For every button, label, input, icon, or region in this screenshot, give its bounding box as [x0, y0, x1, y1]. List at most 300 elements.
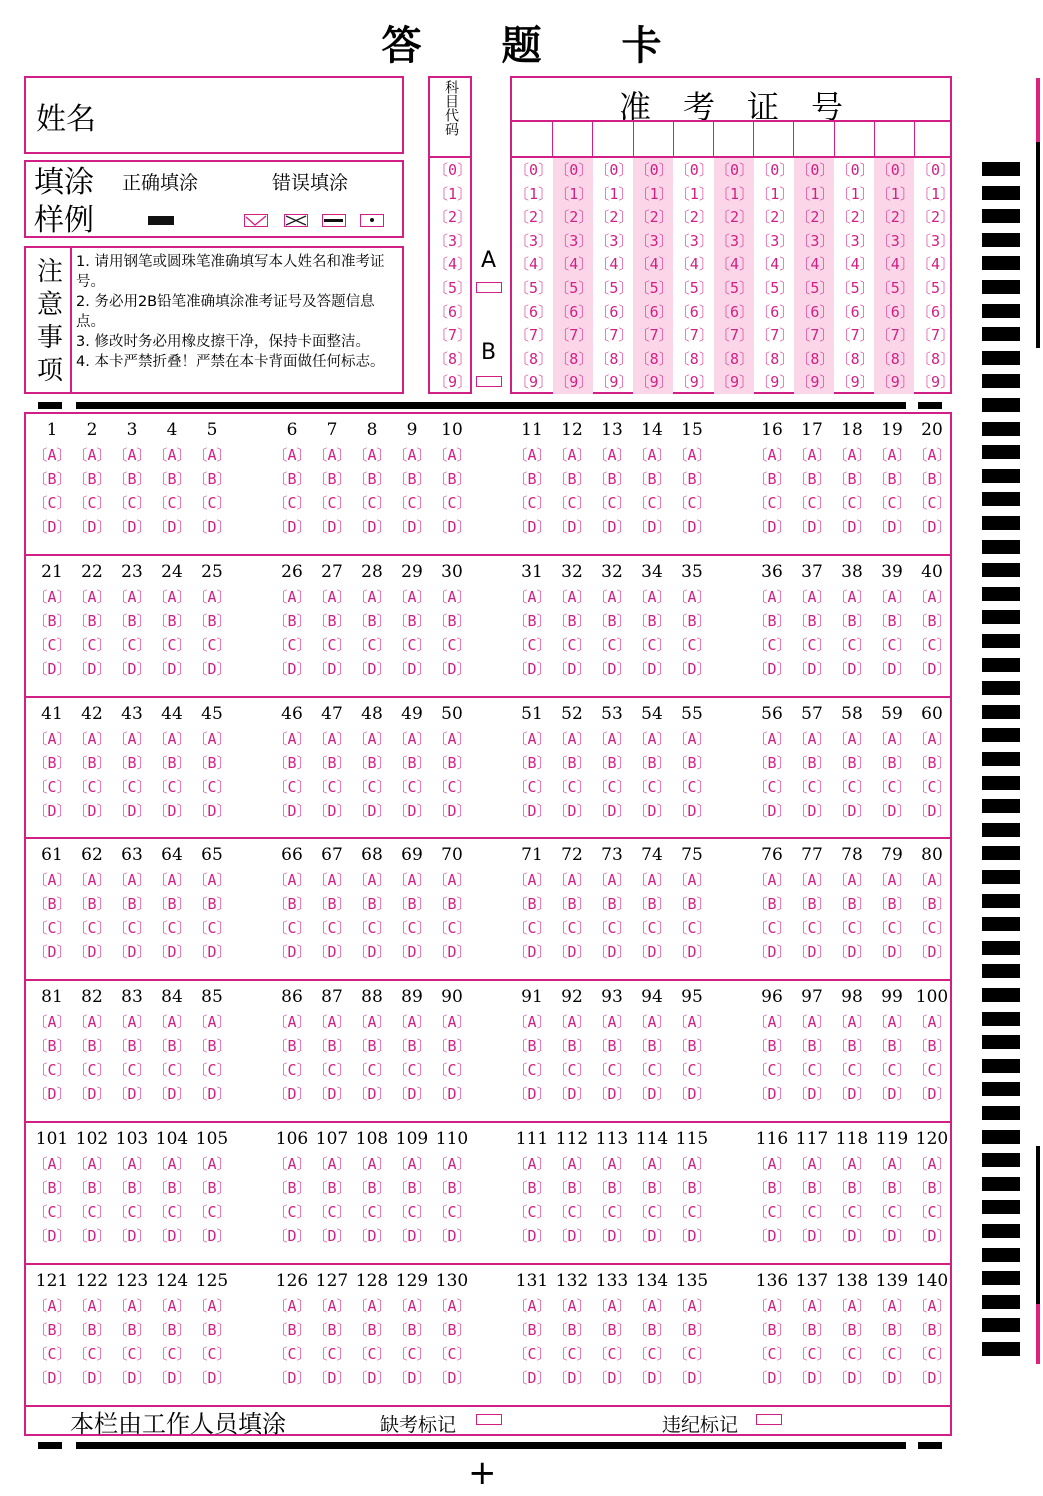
answer-option-bubble[interactable]: 〔C〕	[872, 1203, 912, 1221]
answer-option-bubble[interactable]: 〔B〕	[32, 1037, 72, 1056]
answer-option-bubble[interactable]: 〔B〕	[72, 470, 112, 488]
answer-option-bubble[interactable]: 〔A〕	[272, 1296, 312, 1315]
answer-option-bubble[interactable]: 〔D〕	[592, 518, 632, 536]
answer-option-bubble[interactable]: 〔D〕	[632, 1085, 672, 1104]
answer-option-bubble[interactable]: 〔A〕	[32, 871, 72, 890]
exam-digit-bubble[interactable]: 〔7〕	[554, 326, 594, 345]
answer-option-bubble[interactable]: 〔A〕	[352, 587, 392, 606]
answer-option-bubble[interactable]: 〔A〕	[72, 1296, 112, 1315]
answer-option-bubble[interactable]: 〔D〕	[512, 801, 552, 820]
answer-option-bubble[interactable]: 〔A〕	[912, 587, 952, 606]
answer-option-bubble[interactable]: 〔A〕	[832, 587, 872, 606]
answer-option-bubble[interactable]: 〔D〕	[112, 1368, 152, 1387]
answer-option-bubble[interactable]: 〔A〕	[912, 446, 952, 464]
answer-option-bubble[interactable]: 〔D〕	[272, 518, 312, 536]
answer-option-bubble[interactable]: 〔B〕	[392, 1179, 432, 1197]
answer-option-bubble[interactable]: 〔A〕	[352, 871, 392, 890]
subject-digit-bubble[interactable]: 〔1〕	[433, 184, 473, 203]
answer-option-bubble[interactable]: 〔A〕	[272, 1013, 312, 1032]
exam-digit-bubble[interactable]: 〔4〕	[916, 255, 956, 274]
exam-digit-bubble[interactable]: 〔7〕	[835, 326, 875, 345]
answer-option-bubble[interactable]: 〔D〕	[672, 943, 712, 962]
exam-digit-bubble[interactable]: 〔3〕	[594, 231, 634, 250]
answer-option-bubble[interactable]: 〔B〕	[192, 1320, 232, 1339]
answer-option-bubble[interactable]: 〔C〕	[352, 494, 392, 512]
exam-digit-bubble[interactable]: 〔3〕	[916, 231, 956, 250]
answer-option-bubble[interactable]: 〔D〕	[152, 659, 192, 678]
answer-option-bubble[interactable]: 〔D〕	[912, 1227, 952, 1245]
answer-option-bubble[interactable]: 〔C〕	[832, 777, 872, 796]
answer-option-bubble[interactable]: 〔B〕	[432, 753, 472, 772]
answer-option-bubble[interactable]: 〔C〕	[432, 494, 472, 512]
answer-option-bubble[interactable]: 〔A〕	[72, 1155, 112, 1173]
answer-option-bubble[interactable]: 〔D〕	[272, 1085, 312, 1104]
answer-option-bubble[interactable]: 〔C〕	[552, 1344, 592, 1363]
answer-option-bubble[interactable]: 〔C〕	[392, 919, 432, 938]
answer-option-bubble[interactable]: 〔C〕	[192, 1061, 232, 1080]
answer-option-bubble[interactable]: 〔D〕	[312, 1368, 352, 1387]
answer-option-bubble[interactable]: 〔C〕	[432, 777, 472, 796]
absent-mark-bubble[interactable]	[476, 1414, 502, 1425]
answer-option-bubble[interactable]: 〔B〕	[592, 753, 632, 772]
subject-digit-bubble[interactable]: 〔7〕	[433, 326, 473, 345]
answer-option-bubble[interactable]: 〔D〕	[392, 1085, 432, 1104]
exam-digit-bubble[interactable]: 〔1〕	[755, 184, 795, 203]
exam-digit-bubble[interactable]: 〔8〕	[835, 349, 875, 368]
answer-option-bubble[interactable]: 〔B〕	[872, 470, 912, 488]
exam-digit-bubble[interactable]: 〔8〕	[916, 349, 956, 368]
answer-option-bubble[interactable]: 〔B〕	[192, 1037, 232, 1056]
exam-digit-bubble[interactable]: 〔3〕	[554, 231, 594, 250]
answer-option-bubble[interactable]: 〔B〕	[672, 470, 712, 488]
exam-digit-bubble[interactable]: 〔2〕	[875, 208, 915, 227]
answer-option-bubble[interactable]: 〔B〕	[152, 1320, 192, 1339]
answer-option-bubble[interactable]: 〔C〕	[152, 494, 192, 512]
answer-option-bubble[interactable]: 〔B〕	[672, 895, 712, 914]
answer-option-bubble[interactable]: 〔A〕	[792, 446, 832, 464]
answer-option-bubble[interactable]: 〔B〕	[152, 470, 192, 488]
answer-option-bubble[interactable]: 〔C〕	[32, 494, 72, 512]
answer-option-bubble[interactable]: 〔C〕	[552, 919, 592, 938]
answer-option-bubble[interactable]: 〔D〕	[632, 943, 672, 962]
answer-option-bubble[interactable]: 〔A〕	[872, 1155, 912, 1173]
answer-option-bubble[interactable]: 〔A〕	[632, 1296, 672, 1315]
answer-option-bubble[interactable]: 〔C〕	[72, 1344, 112, 1363]
answer-option-bubble[interactable]: 〔D〕	[112, 659, 152, 678]
answer-option-bubble[interactable]: 〔A〕	[632, 1013, 672, 1032]
answer-option-bubble[interactable]: 〔D〕	[72, 943, 112, 962]
answer-option-bubble[interactable]: 〔D〕	[432, 659, 472, 678]
answer-option-bubble[interactable]: 〔A〕	[352, 1013, 392, 1032]
answer-option-bubble[interactable]: 〔C〕	[752, 1061, 792, 1080]
answer-option-bubble[interactable]: 〔A〕	[72, 871, 112, 890]
answer-option-bubble[interactable]: 〔C〕	[352, 919, 392, 938]
exam-digit-bubble[interactable]: 〔2〕	[554, 208, 594, 227]
answer-option-bubble[interactable]: 〔A〕	[512, 446, 552, 464]
answer-option-bubble[interactable]: 〔D〕	[112, 1085, 152, 1104]
answer-option-bubble[interactable]: 〔C〕	[112, 777, 152, 796]
answer-option-bubble[interactable]: 〔B〕	[632, 611, 672, 630]
answer-option-bubble[interactable]: 〔D〕	[112, 943, 152, 962]
answer-option-bubble[interactable]: 〔D〕	[912, 659, 952, 678]
subject-digit-bubble[interactable]: 〔3〕	[433, 231, 473, 250]
exam-digit-bubble[interactable]: 〔5〕	[554, 279, 594, 297]
exam-digit-bubble[interactable]: 〔4〕	[554, 255, 594, 274]
answer-option-bubble[interactable]: 〔B〕	[152, 611, 192, 630]
answer-option-bubble[interactable]: 〔D〕	[632, 659, 672, 678]
answer-option-bubble[interactable]: 〔C〕	[792, 919, 832, 938]
exam-digit-bubble[interactable]: 〔2〕	[795, 208, 835, 227]
answer-option-bubble[interactable]: 〔D〕	[792, 1368, 832, 1387]
answer-option-bubble[interactable]: 〔C〕	[392, 1344, 432, 1363]
answer-option-bubble[interactable]: 〔A〕	[672, 729, 712, 748]
answer-option-bubble[interactable]: 〔C〕	[432, 1061, 472, 1080]
answer-option-bubble[interactable]: 〔B〕	[792, 611, 832, 630]
answer-option-bubble[interactable]: 〔D〕	[672, 801, 712, 820]
answer-option-bubble[interactable]: 〔C〕	[872, 777, 912, 796]
answer-option-bubble[interactable]: 〔D〕	[192, 1368, 232, 1387]
answer-option-bubble[interactable]: 〔B〕	[512, 611, 552, 630]
answer-option-bubble[interactable]: 〔C〕	[832, 635, 872, 654]
answer-option-bubble[interactable]: 〔C〕	[352, 635, 392, 654]
answer-option-bubble[interactable]: 〔D〕	[552, 659, 592, 678]
answer-option-bubble[interactable]: 〔D〕	[912, 801, 952, 820]
answer-option-bubble[interactable]: 〔D〕	[152, 518, 192, 536]
exam-digit-bubble[interactable]: 〔6〕	[916, 302, 956, 321]
answer-option-bubble[interactable]: 〔B〕	[792, 1320, 832, 1339]
paper-type-a-bubble[interactable]	[476, 282, 502, 293]
answer-option-bubble[interactable]: 〔A〕	[632, 871, 672, 890]
answer-option-bubble[interactable]: 〔D〕	[272, 659, 312, 678]
answer-option-bubble[interactable]: 〔B〕	[312, 753, 352, 772]
answer-option-bubble[interactable]: 〔A〕	[792, 871, 832, 890]
answer-option-bubble[interactable]: 〔D〕	[192, 801, 232, 820]
answer-option-bubble[interactable]: 〔A〕	[432, 1013, 472, 1032]
answer-option-bubble[interactable]: 〔A〕	[192, 587, 232, 606]
answer-option-bubble[interactable]: 〔D〕	[512, 1227, 552, 1245]
exam-digit-bubble[interactable]: 〔8〕	[875, 349, 915, 368]
answer-option-bubble[interactable]: 〔C〕	[632, 777, 672, 796]
answer-option-bubble[interactable]: 〔D〕	[192, 1085, 232, 1104]
answer-option-bubble[interactable]: 〔D〕	[752, 801, 792, 820]
subject-digit-bubble[interactable]: 〔5〕	[433, 279, 473, 297]
answer-option-bubble[interactable]: 〔B〕	[752, 1037, 792, 1056]
exam-digit-bubble[interactable]: 〔7〕	[674, 326, 714, 345]
exam-digit-bubble[interactable]: 〔8〕	[514, 349, 554, 368]
exam-digit-bubble[interactable]: 〔6〕	[634, 302, 674, 321]
answer-option-bubble[interactable]: 〔A〕	[672, 1296, 712, 1315]
exam-digit-bubble[interactable]: 〔2〕	[634, 208, 674, 227]
answer-option-bubble[interactable]: 〔B〕	[352, 1179, 392, 1197]
answer-option-bubble[interactable]: 〔A〕	[192, 729, 232, 748]
answer-option-bubble[interactable]: 〔B〕	[72, 1320, 112, 1339]
answer-option-bubble[interactable]: 〔B〕	[912, 1179, 952, 1197]
answer-option-bubble[interactable]: 〔B〕	[192, 895, 232, 914]
exam-digit-bubble[interactable]: 〔6〕	[835, 302, 875, 321]
exam-digit-bubble[interactable]: 〔2〕	[916, 208, 956, 227]
answer-option-bubble[interactable]: 〔C〕	[872, 494, 912, 512]
answer-option-bubble[interactable]: 〔B〕	[112, 611, 152, 630]
exam-digit-bubble[interactable]: 〔6〕	[755, 302, 795, 321]
answer-option-bubble[interactable]: 〔B〕	[72, 1179, 112, 1197]
answer-option-bubble[interactable]: 〔B〕	[192, 470, 232, 488]
exam-digit-bubble[interactable]: 〔2〕	[715, 208, 755, 227]
answer-option-bubble[interactable]: 〔D〕	[832, 1227, 872, 1245]
answer-option-bubble[interactable]: 〔C〕	[312, 1344, 352, 1363]
answer-option-bubble[interactable]: 〔D〕	[752, 1227, 792, 1245]
answer-option-bubble[interactable]: 〔A〕	[152, 1296, 192, 1315]
answer-option-bubble[interactable]: 〔B〕	[432, 1037, 472, 1056]
answer-option-bubble[interactable]: 〔D〕	[512, 659, 552, 678]
answer-option-bubble[interactable]: 〔A〕	[872, 1013, 912, 1032]
answer-option-bubble[interactable]: 〔B〕	[792, 753, 832, 772]
answer-option-bubble[interactable]: 〔A〕	[632, 729, 672, 748]
exam-digit-bubble[interactable]: 〔4〕	[755, 255, 795, 274]
exam-digit-bubble[interactable]: 〔9〕	[674, 373, 714, 392]
answer-option-bubble[interactable]: 〔C〕	[112, 1344, 152, 1363]
answer-option-bubble[interactable]: 〔D〕	[872, 1227, 912, 1245]
answer-option-bubble[interactable]: 〔A〕	[192, 1296, 232, 1315]
exam-digit-bubble[interactable]: 〔9〕	[875, 373, 915, 392]
exam-digit-bubble[interactable]: 〔8〕	[674, 349, 714, 368]
answer-option-bubble[interactable]: 〔D〕	[72, 518, 112, 536]
answer-option-bubble[interactable]: 〔A〕	[632, 1155, 672, 1173]
exam-digit-bubble[interactable]: 〔3〕	[875, 231, 915, 250]
answer-option-bubble[interactable]: 〔C〕	[392, 635, 432, 654]
answer-option-bubble[interactable]: 〔C〕	[832, 1344, 872, 1363]
answer-option-bubble[interactable]: 〔B〕	[392, 470, 432, 488]
exam-digit-bubble[interactable]: 〔8〕	[554, 349, 594, 368]
answer-option-bubble[interactable]: 〔C〕	[72, 635, 112, 654]
exam-digit-bubble[interactable]: 〔0〕	[634, 161, 674, 179]
answer-option-bubble[interactable]: 〔A〕	[632, 446, 672, 464]
answer-option-bubble[interactable]: 〔B〕	[552, 895, 592, 914]
answer-option-bubble[interactable]: 〔D〕	[392, 943, 432, 962]
answer-option-bubble[interactable]: 〔D〕	[152, 1227, 192, 1245]
answer-option-bubble[interactable]: 〔B〕	[552, 611, 592, 630]
answer-option-bubble[interactable]: 〔A〕	[832, 1013, 872, 1032]
answer-option-bubble[interactable]: 〔C〕	[32, 919, 72, 938]
answer-option-bubble[interactable]: 〔C〕	[152, 1344, 192, 1363]
exam-digit-bubble[interactable]: 〔3〕	[755, 231, 795, 250]
answer-option-bubble[interactable]: 〔B〕	[192, 753, 232, 772]
answer-option-bubble[interactable]: 〔B〕	[272, 895, 312, 914]
answer-option-bubble[interactable]: 〔D〕	[272, 1368, 312, 1387]
answer-option-bubble[interactable]: 〔B〕	[752, 753, 792, 772]
answer-option-bubble[interactable]: 〔B〕	[512, 895, 552, 914]
answer-option-bubble[interactable]: 〔D〕	[72, 1368, 112, 1387]
answer-option-bubble[interactable]: 〔D〕	[112, 801, 152, 820]
answer-option-bubble[interactable]: 〔D〕	[312, 1227, 352, 1245]
answer-option-bubble[interactable]: 〔D〕	[872, 659, 912, 678]
answer-option-bubble[interactable]: 〔C〕	[512, 1061, 552, 1080]
exam-digit-bubble[interactable]: 〔9〕	[835, 373, 875, 392]
exam-digit-bubble[interactable]: 〔5〕	[594, 279, 634, 297]
answer-option-bubble[interactable]: 〔D〕	[392, 1368, 432, 1387]
exam-digit-bubble[interactable]: 〔1〕	[594, 184, 634, 203]
answer-option-bubble[interactable]: 〔B〕	[832, 1037, 872, 1056]
answer-option-bubble[interactable]: 〔D〕	[512, 1368, 552, 1387]
exam-digit-bubble[interactable]: 〔5〕	[875, 279, 915, 297]
exam-digit-bubble[interactable]: 〔2〕	[514, 208, 554, 227]
exam-digit-bubble[interactable]: 〔1〕	[875, 184, 915, 203]
exam-digit-bubble[interactable]: 〔3〕	[715, 231, 755, 250]
answer-option-bubble[interactable]: 〔A〕	[432, 1155, 472, 1173]
exam-digit-bubble[interactable]: 〔9〕	[755, 373, 795, 392]
answer-option-bubble[interactable]: 〔A〕	[592, 1155, 632, 1173]
exam-digit-bubble[interactable]: 〔1〕	[795, 184, 835, 203]
answer-option-bubble[interactable]: 〔A〕	[592, 729, 632, 748]
answer-option-bubble[interactable]: 〔B〕	[112, 1320, 152, 1339]
answer-option-bubble[interactable]: 〔C〕	[832, 1203, 872, 1221]
answer-option-bubble[interactable]: 〔A〕	[752, 587, 792, 606]
answer-option-bubble[interactable]: 〔C〕	[592, 1203, 632, 1221]
answer-option-bubble[interactable]: 〔B〕	[392, 1320, 432, 1339]
answer-option-bubble[interactable]: 〔C〕	[112, 919, 152, 938]
answer-option-bubble[interactable]: 〔C〕	[792, 1344, 832, 1363]
answer-option-bubble[interactable]: 〔D〕	[352, 1368, 392, 1387]
answer-option-bubble[interactable]: 〔C〕	[392, 494, 432, 512]
answer-option-bubble[interactable]: 〔B〕	[912, 1037, 952, 1056]
answer-option-bubble[interactable]: 〔A〕	[192, 446, 232, 464]
subject-digit-bubble[interactable]: 〔8〕	[433, 349, 473, 368]
answer-option-bubble[interactable]: 〔C〕	[672, 494, 712, 512]
violation-mark-bubble[interactable]	[756, 1414, 782, 1425]
answer-option-bubble[interactable]: 〔B〕	[552, 470, 592, 488]
answer-option-bubble[interactable]: 〔C〕	[312, 777, 352, 796]
answer-option-bubble[interactable]: 〔A〕	[552, 871, 592, 890]
answer-option-bubble[interactable]: 〔D〕	[72, 801, 112, 820]
answer-option-bubble[interactable]: 〔B〕	[752, 1179, 792, 1197]
exam-digit-bubble[interactable]: 〔0〕	[674, 161, 714, 179]
answer-option-bubble[interactable]: 〔D〕	[272, 1227, 312, 1245]
exam-digit-bubble[interactable]: 〔5〕	[634, 279, 674, 297]
answer-option-bubble[interactable]: 〔D〕	[192, 1227, 232, 1245]
answer-option-bubble[interactable]: 〔B〕	[72, 753, 112, 772]
exam-digit-bubble[interactable]: 〔6〕	[674, 302, 714, 321]
answer-option-bubble[interactable]: 〔D〕	[312, 801, 352, 820]
answer-option-bubble[interactable]: 〔D〕	[552, 801, 592, 820]
answer-option-bubble[interactable]: 〔A〕	[72, 587, 112, 606]
exam-digit-bubble[interactable]: 〔1〕	[514, 184, 554, 203]
answer-option-bubble[interactable]: 〔D〕	[32, 801, 72, 820]
answer-option-bubble[interactable]: 〔B〕	[32, 1320, 72, 1339]
answer-option-bubble[interactable]: 〔C〕	[192, 1203, 232, 1221]
answer-option-bubble[interactable]: 〔A〕	[192, 871, 232, 890]
answer-option-bubble[interactable]: 〔C〕	[792, 777, 832, 796]
answer-option-bubble[interactable]: 〔D〕	[592, 659, 632, 678]
answer-option-bubble[interactable]: 〔D〕	[352, 1085, 392, 1104]
exam-digit-bubble[interactable]: 〔7〕	[514, 326, 554, 345]
answer-option-bubble[interactable]: 〔D〕	[32, 659, 72, 678]
exam-digit-bubble[interactable]: 〔4〕	[634, 255, 674, 274]
answer-option-bubble[interactable]: 〔D〕	[152, 943, 192, 962]
answer-option-bubble[interactable]: 〔C〕	[632, 1344, 672, 1363]
exam-digit-bubble[interactable]: 〔8〕	[594, 349, 634, 368]
exam-digit-bubble[interactable]: 〔0〕	[514, 161, 554, 179]
answer-option-bubble[interactable]: 〔B〕	[832, 753, 872, 772]
answer-option-bubble[interactable]: 〔D〕	[792, 801, 832, 820]
answer-option-bubble[interactable]: 〔D〕	[112, 1227, 152, 1245]
answer-option-bubble[interactable]: 〔A〕	[352, 1155, 392, 1173]
answer-option-bubble[interactable]: 〔C〕	[792, 1061, 832, 1080]
answer-option-bubble[interactable]: 〔D〕	[832, 659, 872, 678]
exam-digit-bubble[interactable]: 〔7〕	[755, 326, 795, 345]
answer-option-bubble[interactable]: 〔A〕	[272, 587, 312, 606]
answer-option-bubble[interactable]: 〔C〕	[72, 777, 112, 796]
answer-option-bubble[interactable]: 〔C〕	[112, 1061, 152, 1080]
answer-option-bubble[interactable]: 〔A〕	[792, 1296, 832, 1315]
answer-option-bubble[interactable]: 〔D〕	[72, 659, 112, 678]
answer-option-bubble[interactable]: 〔A〕	[352, 1296, 392, 1315]
answer-option-bubble[interactable]: 〔A〕	[152, 1013, 192, 1032]
answer-option-bubble[interactable]: 〔C〕	[552, 1203, 592, 1221]
exam-digit-bubble[interactable]: 〔2〕	[835, 208, 875, 227]
answer-option-bubble[interactable]: 〔B〕	[272, 611, 312, 630]
answer-option-bubble[interactable]: 〔B〕	[112, 1037, 152, 1056]
answer-option-bubble[interactable]: 〔D〕	[912, 1085, 952, 1104]
answer-option-bubble[interactable]: 〔A〕	[912, 1013, 952, 1032]
answer-option-bubble[interactable]: 〔C〕	[592, 1344, 632, 1363]
answer-option-bubble[interactable]: 〔B〕	[512, 470, 552, 488]
answer-option-bubble[interactable]: 〔C〕	[912, 1061, 952, 1080]
answer-option-bubble[interactable]: 〔A〕	[72, 446, 112, 464]
exam-digit-bubble[interactable]: 〔5〕	[795, 279, 835, 297]
answer-option-bubble[interactable]: 〔C〕	[192, 919, 232, 938]
answer-option-bubble[interactable]: 〔C〕	[792, 635, 832, 654]
answer-option-bubble[interactable]: 〔B〕	[112, 753, 152, 772]
answer-option-bubble[interactable]: 〔B〕	[792, 895, 832, 914]
answer-option-bubble[interactable]: 〔B〕	[552, 1037, 592, 1056]
answer-option-bubble[interactable]: 〔C〕	[352, 1061, 392, 1080]
answer-option-bubble[interactable]: 〔A〕	[392, 1013, 432, 1032]
answer-option-bubble[interactable]: 〔D〕	[672, 659, 712, 678]
exam-digit-bubble[interactable]: 〔3〕	[795, 231, 835, 250]
answer-option-bubble[interactable]: 〔B〕	[872, 753, 912, 772]
answer-option-bubble[interactable]: 〔A〕	[272, 1155, 312, 1173]
answer-option-bubble[interactable]: 〔B〕	[352, 470, 392, 488]
answer-option-bubble[interactable]: 〔C〕	[352, 777, 392, 796]
exam-digit-bubble[interactable]: 〔0〕	[755, 161, 795, 179]
answer-option-bubble[interactable]: 〔A〕	[752, 871, 792, 890]
answer-option-bubble[interactable]: 〔D〕	[672, 1085, 712, 1104]
answer-option-bubble[interactable]: 〔D〕	[32, 1368, 72, 1387]
answer-option-bubble[interactable]: 〔C〕	[672, 1203, 712, 1221]
answer-option-bubble[interactable]: 〔B〕	[912, 470, 952, 488]
answer-option-bubble[interactable]: 〔A〕	[32, 587, 72, 606]
answer-option-bubble[interactable]: 〔D〕	[752, 659, 792, 678]
answer-option-bubble[interactable]: 〔D〕	[392, 801, 432, 820]
answer-option-bubble[interactable]: 〔D〕	[312, 943, 352, 962]
answer-option-bubble[interactable]: 〔D〕	[832, 518, 872, 536]
answer-option-bubble[interactable]: 〔B〕	[832, 1179, 872, 1197]
answer-option-bubble[interactable]: 〔B〕	[592, 895, 632, 914]
answer-option-bubble[interactable]: 〔B〕	[112, 470, 152, 488]
exam-digit-bubble[interactable]: 〔0〕	[715, 161, 755, 179]
answer-option-bubble[interactable]: 〔B〕	[632, 1037, 672, 1056]
exam-digit-bubble[interactable]: 〔0〕	[795, 161, 835, 179]
answer-option-bubble[interactable]: 〔D〕	[72, 1085, 112, 1104]
answer-option-bubble[interactable]: 〔B〕	[592, 470, 632, 488]
answer-option-bubble[interactable]: 〔C〕	[912, 635, 952, 654]
answer-option-bubble[interactable]: 〔C〕	[272, 494, 312, 512]
answer-option-bubble[interactable]: 〔C〕	[512, 1344, 552, 1363]
subject-digit-bubble[interactable]: 〔0〕	[433, 161, 473, 179]
answer-option-bubble[interactable]: 〔B〕	[312, 895, 352, 914]
answer-option-bubble[interactable]: 〔A〕	[792, 1155, 832, 1173]
answer-option-bubble[interactable]: 〔D〕	[352, 518, 392, 536]
answer-option-bubble[interactable]: 〔C〕	[192, 494, 232, 512]
